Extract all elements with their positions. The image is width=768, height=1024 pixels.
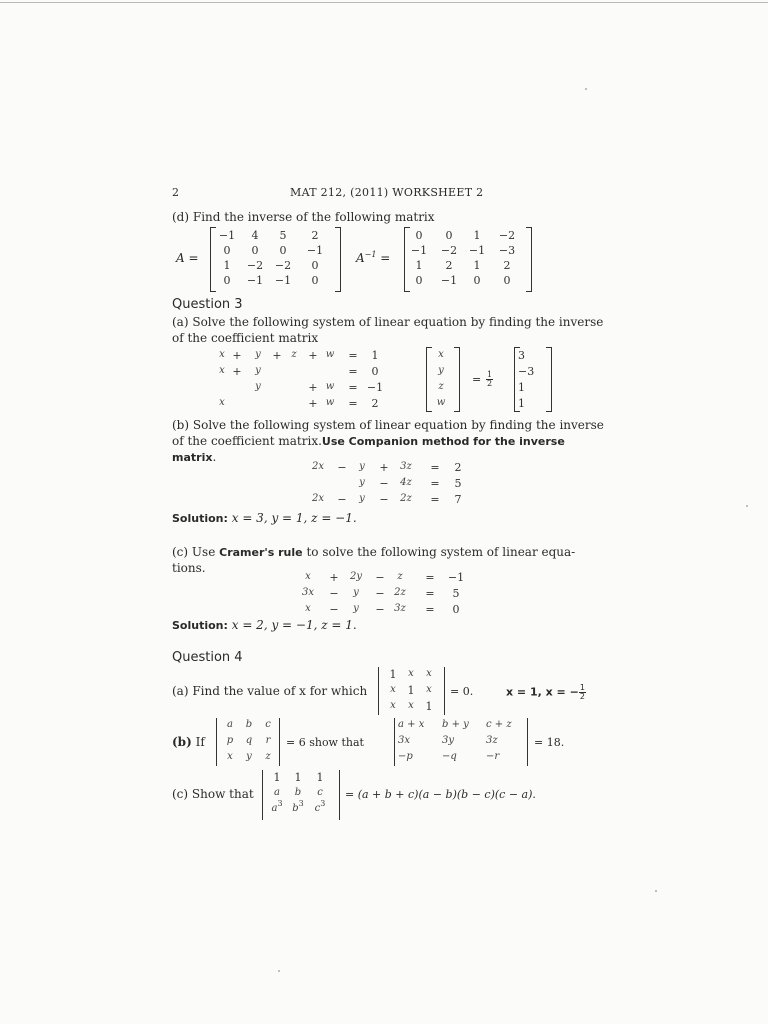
q3b-equation-term: 3z <box>400 461 412 472</box>
matrix-a-cell: 0 <box>311 274 319 287</box>
matrix-a-cell: −1 <box>246 274 264 287</box>
q3a-equation-term: x <box>219 397 225 408</box>
q3a-result-value: −3 <box>518 365 535 378</box>
matrix-a-inverse-label: $A^{-1}$ = <box>356 250 391 265</box>
matrix-a-inverse-cell: −1 <box>440 274 458 287</box>
matrix-a-cell: −2 <box>274 259 292 272</box>
q4b-det1-entry: r <box>265 735 271 746</box>
q3a-equation-term: = <box>348 397 358 410</box>
q3c-solution: Solution: x = 2, y = −1, z = 1. <box>172 618 357 632</box>
q4b-det1-left-bar <box>216 718 217 766</box>
q3c-equation-term: − <box>329 587 339 600</box>
q4c-prompt: (c) Show that <box>172 787 254 801</box>
q4a-det-left-bar <box>378 667 379 715</box>
q4c-result: = (a + b + c)(a − b)(b − c)(c − a). <box>345 788 536 801</box>
q3b-solution: Solution: x = 3, y = 1, z = −1. <box>172 511 357 525</box>
q4b-det2-entry: −q <box>442 751 457 762</box>
q3a-equation-term: z <box>291 349 297 360</box>
q3a-equation-term: + <box>308 397 318 410</box>
q4b-det2-entry: c + z <box>486 719 512 730</box>
q4a-answer: x = 1, x = − $\frac{1}{2}$ <box>506 683 585 701</box>
q3c-prompt-line1: (c) Use Cramer's rule to solve the following system of linear equa- <box>172 545 576 559</box>
q3b-equation-term: + <box>379 461 389 474</box>
scan-speck <box>585 88 587 90</box>
q3b-equation-term: 2z <box>400 493 412 504</box>
q3b-equation-term: 2x <box>311 493 324 504</box>
q3c-equation-term: 0 <box>452 603 460 616</box>
q3c-equation-term: x <box>305 571 311 582</box>
matrix-a-inverse-cell: 1 <box>473 229 481 242</box>
q2d-prompt-line <box>172 210 435 224</box>
q3c-equation-term: y <box>353 603 359 614</box>
q2d-prompt: Find the inverse of the following matrix <box>192 210 435 224</box>
q4b-det1-entry: b <box>245 719 253 730</box>
q4c-det-cube-exponent: 3 <box>277 799 283 808</box>
q3b-equation-term: − <box>379 493 389 506</box>
question-3-heading: Question 3 <box>172 297 243 312</box>
q3b-equation-term: − <box>337 493 347 506</box>
q3c-equation-term: 5 <box>452 587 460 600</box>
q4a-det-entry: x <box>426 668 432 679</box>
matrix-a-inverse-cell: 0 <box>445 229 453 242</box>
q3c-equation-term: = <box>425 571 435 584</box>
q3b-equation-term: 2x <box>311 461 324 472</box>
q3a-equation-term: −1 <box>366 381 384 394</box>
q3a-equation-term: w <box>325 397 335 408</box>
q4b-det1-entry: a <box>227 719 233 730</box>
q3a-equation-term: = <box>348 381 358 394</box>
q4c-det-cube-exponent: 3 <box>298 799 304 808</box>
matrix-a-cell: 1 <box>223 259 231 272</box>
q3c-prompt-line2: tions. <box>172 561 206 575</box>
q4c-det-entry: 1 <box>316 771 324 784</box>
matrix-a-inverse-cell: −2 <box>498 229 516 242</box>
question-4-heading: Question 4 <box>172 650 243 665</box>
q3c-equation-term: − <box>375 571 385 584</box>
q3a-var-vector-right-bracket <box>454 347 460 412</box>
q3a-equation-term: + <box>308 349 318 362</box>
q3b-prompt-line2: of the coefficient matrix.Use Companion method for the inverse <box>172 434 565 448</box>
q3a-equation-term: w <box>325 349 335 360</box>
q3c-equation-term: − <box>375 603 385 616</box>
q4b-det2-left-bar <box>394 718 395 766</box>
q4a-det-entry: 1 <box>407 684 415 697</box>
q4c-det-cube-entry <box>287 799 309 814</box>
q4a-equals-zero: = 0. <box>450 685 474 698</box>
q4c-det-cube-exponent: 3 <box>320 799 326 808</box>
matrix-a-inverse-cell: 0 <box>415 274 423 287</box>
matrix-a-inverse-cell: 1 <box>473 259 481 272</box>
q3b-equation-term: = <box>430 461 440 474</box>
q3c-equation-term: z <box>397 571 403 582</box>
matrix-a-inverse-cell: 0 <box>415 229 423 242</box>
scan-speck <box>655 890 657 892</box>
q3c-equation-term: 3x <box>301 587 314 598</box>
q4b-det1-entry: c <box>265 719 271 730</box>
q3c-equation-term: = <box>425 603 435 616</box>
q3a-equation-term: = <box>348 349 358 362</box>
q4c-det-cube-base: a <box>271 803 278 814</box>
matrix-a-cell: 0 <box>251 244 259 257</box>
q4a-det-entry: x <box>426 684 432 695</box>
q4c-det-entry: a <box>274 787 280 798</box>
q3a-half-fraction: $\frac{1}{2}$ <box>487 370 493 388</box>
q3c-equation-term: x <box>305 603 311 614</box>
q3a-variable: z <box>438 381 444 392</box>
matrix-a-cell: 4 <box>251 229 259 242</box>
q3c-equation-term: − <box>375 587 385 600</box>
matrix-a-inverse-cell: 2 <box>445 259 453 272</box>
q3b-equation-term: − <box>337 461 347 474</box>
q3a-equation-term: x <box>219 365 225 376</box>
q3c-equation-term: −1 <box>447 571 465 584</box>
q4b-det1-entry: y <box>246 751 252 762</box>
q4a-prompt: (a) Find the value of x for which <box>172 684 368 698</box>
q4a-det-entry: x <box>408 668 414 679</box>
q4c-det-right-bar <box>339 770 340 820</box>
q4c-det-cube-entry <box>309 799 331 814</box>
matrix-a-cell: −1 <box>306 244 324 257</box>
q3c-equation-term: y <box>353 587 359 598</box>
q3b-equation-term: y <box>359 493 365 504</box>
matrix-a-inverse-cell: −2 <box>440 244 458 257</box>
matrix-a-cell: −2 <box>246 259 264 272</box>
q3a-equation-term: + <box>272 349 282 362</box>
q4a-det-entry: x <box>390 684 396 695</box>
q4a-det-entry: x <box>390 700 396 711</box>
q4b-prompt: (b) If <box>172 735 205 749</box>
q3a-equation-term: w <box>325 381 335 392</box>
q3a-equation-term: + <box>232 349 242 362</box>
q4a-det-entry: 1 <box>389 668 397 681</box>
matrix-a-cell: 0 <box>279 244 287 257</box>
q3a-equation-term: y <box>255 381 261 392</box>
q4a-det-entry: 1 <box>425 700 433 713</box>
page-number: 2 <box>172 186 179 199</box>
matrix-a-cell: 5 <box>279 229 287 242</box>
q4c-det-entry: 1 <box>273 771 281 784</box>
q3a-equation-term: = <box>348 365 358 378</box>
q4b-det1-right-bar <box>279 718 280 766</box>
q4b-det2-entry: 3y <box>442 735 455 746</box>
q4b-det1-entry: p <box>226 735 234 746</box>
q4b-det1-entry: q <box>245 735 253 746</box>
q3b-equation-term: y <box>359 477 365 488</box>
q3b-equation-term: y <box>359 461 365 472</box>
matrix-a-inverse-right-bracket <box>526 227 532 292</box>
q3c-equation-term: 3z <box>394 603 406 614</box>
matrix-a-inverse-cell: 0 <box>503 274 511 287</box>
q4c-det-cube-entry <box>266 799 288 814</box>
q3a-equation-term: + <box>308 381 318 394</box>
q3a-equation-term: + <box>232 365 242 378</box>
q4a-det-entry: x <box>408 700 414 711</box>
matrix-a-inverse-cell: 0 <box>473 274 481 287</box>
q4c-det-entry: 1 <box>294 771 302 784</box>
q3a-equation-term: 2 <box>371 397 379 410</box>
q3c-equation-term: − <box>329 603 339 616</box>
matrix-a-inverse-cell: −1 <box>410 244 428 257</box>
q4c-det-left-bar <box>262 770 263 820</box>
q4c-det-entry: b <box>294 787 302 798</box>
q3a-result-right-bracket <box>546 347 552 412</box>
matrix-a-cell: −1 <box>274 274 292 287</box>
q4b-det2-entry: 3x <box>398 735 411 746</box>
q3b-equation-term: 7 <box>454 493 462 506</box>
q3b-equation-term: − <box>379 477 389 490</box>
q3a-prompt-line1: (a) Solve the following system of linear equation by finding the inverse <box>172 315 604 329</box>
q3c-equation-term: + <box>329 571 339 584</box>
scan-speck <box>746 505 748 507</box>
q3a-result-value: 1 <box>518 381 525 394</box>
q3b-equation-term: 5 <box>454 477 462 490</box>
q4b-det2-entry: −p <box>398 751 413 762</box>
q3a-result-value: 1 <box>518 397 525 410</box>
matrix-a-cell: 0 <box>311 259 319 272</box>
matrix-a-inverse-cell: 2 <box>503 259 511 272</box>
q4c-det-cube-base: c <box>314 803 321 814</box>
q4b-mid-text: = 6 show that <box>286 736 364 749</box>
q3a-equation-term: 1 <box>371 349 379 362</box>
q3c-equation-term: 2z <box>394 587 406 598</box>
q3b-equation-term: = <box>430 477 440 490</box>
q3a-equation-term: 0 <box>371 365 379 378</box>
q3a-result-value: 3 <box>518 349 525 362</box>
q3a-variable: x <box>438 349 444 360</box>
matrix-a-inverse-cell: −3 <box>498 244 516 257</box>
q4b-end: = 18. <box>534 736 565 749</box>
q4a-det-right-bar <box>444 667 445 715</box>
q3a-variable: w <box>436 397 446 408</box>
scan-speck <box>278 970 280 972</box>
q4b-det2-entry: a + x <box>398 719 425 730</box>
matrix-a-cell: 2 <box>311 229 319 242</box>
q3a-equals: = <box>472 373 482 386</box>
q2d-label: (d) <box>172 210 190 224</box>
q4b-det2-entry: 3z <box>486 735 498 746</box>
matrix-a-inverse-cell: −1 <box>468 244 486 257</box>
q3b-equation-term: 2 <box>454 461 462 474</box>
page-header-title: MAT 212, (2011) WORKSHEET 2 <box>290 186 484 199</box>
matrix-a-label: A = <box>176 251 199 265</box>
q3c-equation-term: = <box>425 587 435 600</box>
matrix-a-cell: 0 <box>223 274 231 287</box>
q4b-det1-entry: z <box>265 751 271 762</box>
q4b-det2-entry: b + y <box>442 719 469 730</box>
scan-edge-line <box>0 2 768 3</box>
q3a-variable: y <box>438 365 444 376</box>
matrix-a-cell: −1 <box>218 229 236 242</box>
q3c-equation-term: 2y <box>349 571 362 582</box>
q4c-det-entry: c <box>317 787 323 798</box>
matrix-a-right-bracket <box>335 227 341 292</box>
q3a-equation-term: y <box>255 349 261 360</box>
q4c-det-cube-base: b <box>292 803 299 814</box>
q4b-det1-entry: x <box>227 751 233 762</box>
q3b-equation-term: 4z <box>400 477 412 488</box>
q3b-prompt-line1: (b) Solve the following system of linear equation by finding the inverse <box>172 418 604 432</box>
q3a-prompt-line2: of the coefficient matrix <box>172 331 319 345</box>
matrix-a-cell: 0 <box>223 244 231 257</box>
q3b-equation-term: = <box>430 493 440 506</box>
q4b-det2-entry: −r <box>486 751 500 762</box>
q3b-prompt-line3: matrix. <box>172 450 217 464</box>
matrix-a-inverse-cell: 1 <box>415 259 423 272</box>
q3a-equation-term: y <box>255 365 261 376</box>
q3a-equation-term: x <box>219 349 225 360</box>
